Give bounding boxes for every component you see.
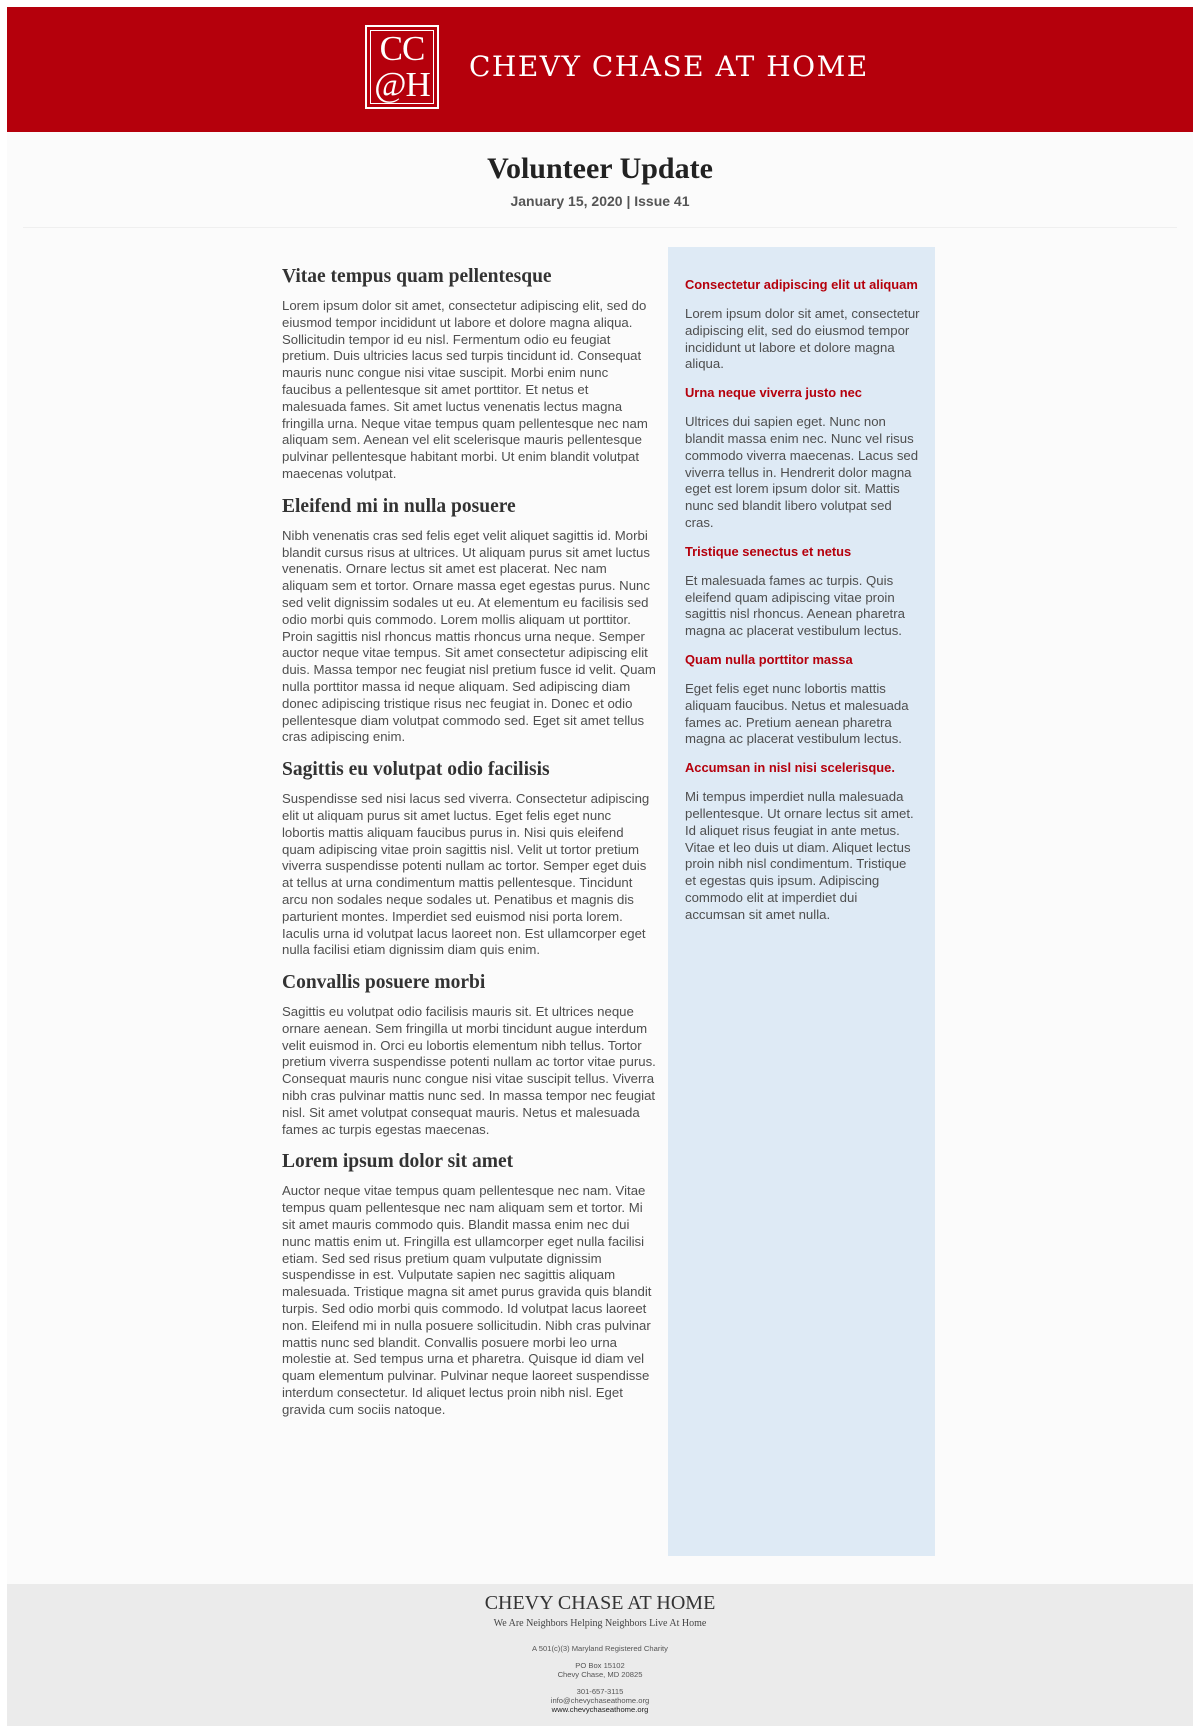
page-title: Volunteer Update: [487, 152, 713, 185]
issue-dateline: January 15, 2020 | Issue 41: [510, 193, 690, 209]
footer-city: Chevy Chase, MD 20825: [557, 1670, 643, 1679]
footer-email-link[interactable]: info@chevychaseathome.org: [550, 1696, 650, 1705]
footer-po-box: PO Box 15102: [575, 1661, 625, 1670]
sidebar-body: Eget felis eget nunc lobortis mattis aliquam faucibus. Netus et malesuada fames ac. Pretium aenean pharetra magna ac placerat vestibulum lectus.: [685, 680, 909, 747]
sidebar-heading: Urna neque viverra justo nec: [685, 385, 862, 401]
section-body: Suspendisse sed nisi lacus sed viverra. Consectetur adipiscing elit ut aliquam purus sit amet luctus. Eget felis eget nunc lobortis mattis aliquam faucibus purus in. Nisi quis eleifend quam adipiscing vitae proin sagittis nisl. Velit ut tortor pretium viverra suspendisse potenti nullam ac tortor. Semper eget duis at tellus at urna condimentum mattis pellentesque. Tincidunt arcu non sodales neque sodales ut. Penatibus et magnis dis parturient montes. Imperdiet sed euismod nisi porta lorem. Iaculis urna id volutpat lacus laoreet non. Est ullamcorper eget nulla facilisi etiam dignissim diam quis enim.: [282, 791, 650, 958]
logo: [365, 25, 439, 109]
section-body: Auctor neque vitae tempus quam pellentesque nec nam. Vitae tempus quam pellentesque nec nam aliquam sem et tortor. Mi sit amet mauris commodo quis. Blandit massa enim nec dui nunc mattis enim ut. Fringilla est ullamcorper eget nulla facilisi etiam. Sed sed risus pretium quam vulputate dignissim suspendisse in est. Vulputate sapien nec sagittis aliquam malesuada. Tristique magna sit amet purus gravida quis blandit turpis. Sed odio morbi quis commodo. Id volutpat lacus laoreet non. Eleifend mi in nulla posuere sollicitudin. Nibh cras pulvinar mattis nunc sed blandit. Convallis posuere morbi leo urna molestie at. Sed tempus urna et pharetra. Quisque id diam vel quam elementum pulvinar. Pulvinar neque laoreet suspendisse interdum consectetur. Id aliquet lectus proin nibh nisl. Eget gravida cum sociis natoque.: [282, 1183, 652, 1417]
section-body: Sagittis eu volutpat odio facilisis mauris sit. Et ultrices neque ornare aenean. Sem fringilla ut morbi tincidunt augue interdum velit euismod in. Orci eu lobortis elementum nibh tellus. Tortor pretium viverra suspendisse potenti nullam ac tortor vitae purus. Consequat mauris nunc congue nisi vitae suscipit tellus. Viverra nibh cras pulvinar mattis nunc sed. In massa tempor nec feugiat nisl. Sit amet volutpat consequat mauris. Netus et malesuada fames ac turpis egestas maecenas.: [282, 1004, 656, 1137]
header-banner: [7, 7, 1193, 132]
newsletter-page: [7, 7, 1193, 1726]
sidebar-panel: [668, 247, 935, 1556]
header-divider: [23, 227, 1177, 228]
sidebar-heading: Consectetur adipiscing elit ut aliquam: [685, 277, 918, 292]
main-column: [282, 265, 656, 1431]
footer-charity: A 501(c)(3) Maryland Registered Charity: [532, 1644, 668, 1653]
logo-line-bottom: @H: [374, 65, 430, 104]
logo-inner-frame: [370, 30, 434, 104]
footer: [7, 1584, 1193, 1726]
logo-line-top: CC: [379, 29, 425, 68]
section-body: Lorem ipsum dolor sit amet, consectetur adipiscing elit, sed do eiusmod tempor incididunt ut labore et dolore magna aliqua. Sollicitudin tempor id eu nisl. Fermentum odio eu feugiat pretium. Duis ultricies lacus sed turpis tincidunt id. Consequat mauris nunc congue nisi vitae suscipit. Morbi enim nunc faucibus a pellentesque sit amet porttitor. Et netus et malesuada fames. Sit amet luctus venenatis lectus magna fringilla urna. Neque vitae tempus quam pellentesque nec nam aliquam sem. Aenean vel elit scelerisque mauris pellentesque pulvinar pellentesque habitant morbi. Ut enim blandit volutpat maecenas volutpat.: [282, 298, 648, 481]
sidebar-body: Ultrices dui sapien eget. Nunc non blandit massa enim nec. Nunc vel risus commodo viverra maecenas. Lacus sed viverra tellus in. Hendrerit dolor magna eget est lorem ipsum dolor sit. Mattis nunc sed blandit libero volutpat sed cras.: [685, 414, 919, 530]
section-heading: Lorem ipsum dolor sit amet: [282, 1151, 514, 1173]
sidebar-body: Lorem ipsum dolor sit amet, consectetur adipiscing elit, sed do eiusmod tempor incididunt ut labore et dolore magna aliqua.: [685, 306, 920, 372]
brand-name: CHEVY CHASE AT HOME: [469, 50, 869, 83]
footer-website-link[interactable]: www.chevychaseathome.org: [551, 1705, 649, 1714]
section-body: Nibh venenatis cras sed felis eget velit aliquet sagittis id. Morbi blandit cursus risus at ultrices. Ut aliquam purus sit amet luctus venenatis. Ornare lectus sit amet est placerat. Nec nam aliquam sem et tortor. Ornare massa eget egestas purus. Nunc sed velit dignissim sodales ut eu. At elementum eu facilisis sed odio morbi quis commodo. Lorem mollis aliquam ut porttitor. Proin sagittis nisl rhoncus mattis rhoncus urna neque. Semper auctor neque vitae tempus. Sit amet consectetur adipiscing elit duis. Massa tempor nec feugiat nisl pretium fusce id velit. Quam nulla porttitor massa id neque aliquam. Sed adipiscing diam donec adipiscing tristique risus nec feugiat in. Donec et odio pellentesque diam volutpat commodo sed. Eget sit amet tellus cras adipiscing enim.: [282, 527, 656, 745]
section-heading: Convallis posuere morbi: [282, 972, 486, 994]
sidebar-heading: Accumsan in nisl nisi scelerisque.: [685, 760, 895, 776]
footer-brand: CHEVY CHASE AT HOME: [484, 1592, 716, 1614]
footer-tagline: We Are Neighbors Helping Neighbors Live At Home: [493, 1618, 707, 1629]
section-heading: Eleifend mi in nulla posuere: [282, 495, 516, 517]
sidebar-body: Et malesuada fames ac turpis. Quis eleifend quam adipiscing vitae proin sagittis nisl rhoncus. Aenean pharetra magna ac placerat vestibulum lectus.: [685, 572, 905, 639]
sidebar-body: Mi tempus imperdiet nulla malesuada pellentesque. Ut ornare lectus sit amet. Id aliquet risus feugiat in ante metus. Vitae et leo duis ut diam. Aliquet lectus proin nibh nisl condimentum. Tristique et egestas quis ipsum. Adipiscing commodo elit at imperdiet dui accumsan sit amet nulla.: [685, 789, 914, 922]
section-heading: Sagittis eu volutpat odio facilisis: [282, 759, 550, 781]
footer-phone: 301-657-3115: [576, 1687, 624, 1696]
section-heading: Vitae tempus quam pellentesque: [282, 266, 552, 287]
sidebar-heading: Quam nulla porttitor massa: [685, 651, 853, 667]
sidebar-heading: Tristique senectus et netus: [685, 543, 852, 559]
